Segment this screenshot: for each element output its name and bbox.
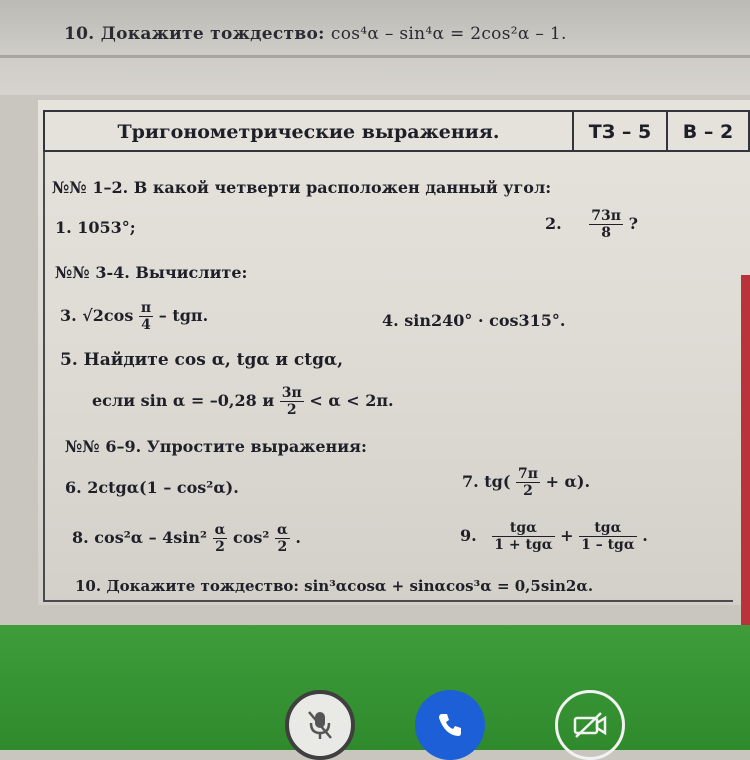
camera-off-icon [571,710,609,740]
frame-left [43,152,45,602]
task-10: 10. Докажите тождество: sin³αcosα + sinαcos³α = 0,5sin2α. [75,577,594,595]
section-1-2-heading: №№ 1–2. В какой четверти расположен данный угол: [52,178,552,197]
task-4: 4. sin240° · cos315°. [382,311,566,330]
call-control-bar [0,625,750,750]
screen-top [0,0,750,95]
task-2: 2. $\frac{73\pi}{8}$ ? [545,208,638,241]
section-6-9-heading: №№ 6–9. Упростите выражения: [65,437,367,456]
previous-task: 10. Докажите тождество: cos⁴α – sin⁴α = 2cos²α – 1. [64,24,567,44]
frame-bottom [43,600,733,602]
mic-muted-icon [303,708,337,742]
phone-icon [434,709,466,741]
task-8-fraction-2: $\frac{\alpha}{2}$ [276,522,288,555]
task-3-fraction: $\frac{\pi}{4}$ [140,300,152,333]
worksheet-header [43,110,750,152]
task-8-fraction-1: $\frac{\alpha}{2}$ [214,522,226,555]
task-9-fraction-2: $\frac{\text{tgα}}{\text{1 – tgα}}$ [581,520,635,553]
section-3-4-heading: №№ 3-4. Вычислите: [55,263,248,282]
worksheet-title: Тригонометрические выражения. [45,112,574,150]
worksheet-variant: В – 2 [682,121,734,143]
task-5-line-1: 5. Найдите cos α, tgα и ctgα, [60,350,344,370]
task-9-fraction-1: $\frac{\text{tgα}}{\text{1 + tgα}}$ [494,520,553,553]
task-6: 6. 2ctgα(1 – cos²α). [65,478,239,497]
worksheet-code: ТЗ – 5 [574,112,668,150]
task-5-line-2: если sin α = –0,28 и $\frac{3\pi}{2}$ < α < 2π. [92,385,394,418]
task-9: 9. $\frac{\text{tgα}}{\text{1 + tgα}}$ + $\frac{\text{tgα}}{\text{1 – tgα}}$ . [460,520,648,553]
task-2-fraction: $\frac{73\pi}{8}$ [591,208,622,241]
task-7: 7. tg( $\frac{7\pi}{2}$ + α). [462,466,591,499]
bezel-line [0,55,750,58]
task-3: 3. √2cos $\frac{\pi}{4}$ – tgπ. [60,300,209,333]
task-8: 8. cos²α – 4sin² $\frac{\alpha}{2}$ cos² $\frac{\alpha}{2}$ . [72,522,301,555]
task-7-fraction: $\frac{7\pi}{2}$ [518,466,538,499]
task-5-fraction: $\frac{3\pi}{2}$ [281,385,302,418]
task-1: 1. 1053°; [55,218,136,237]
